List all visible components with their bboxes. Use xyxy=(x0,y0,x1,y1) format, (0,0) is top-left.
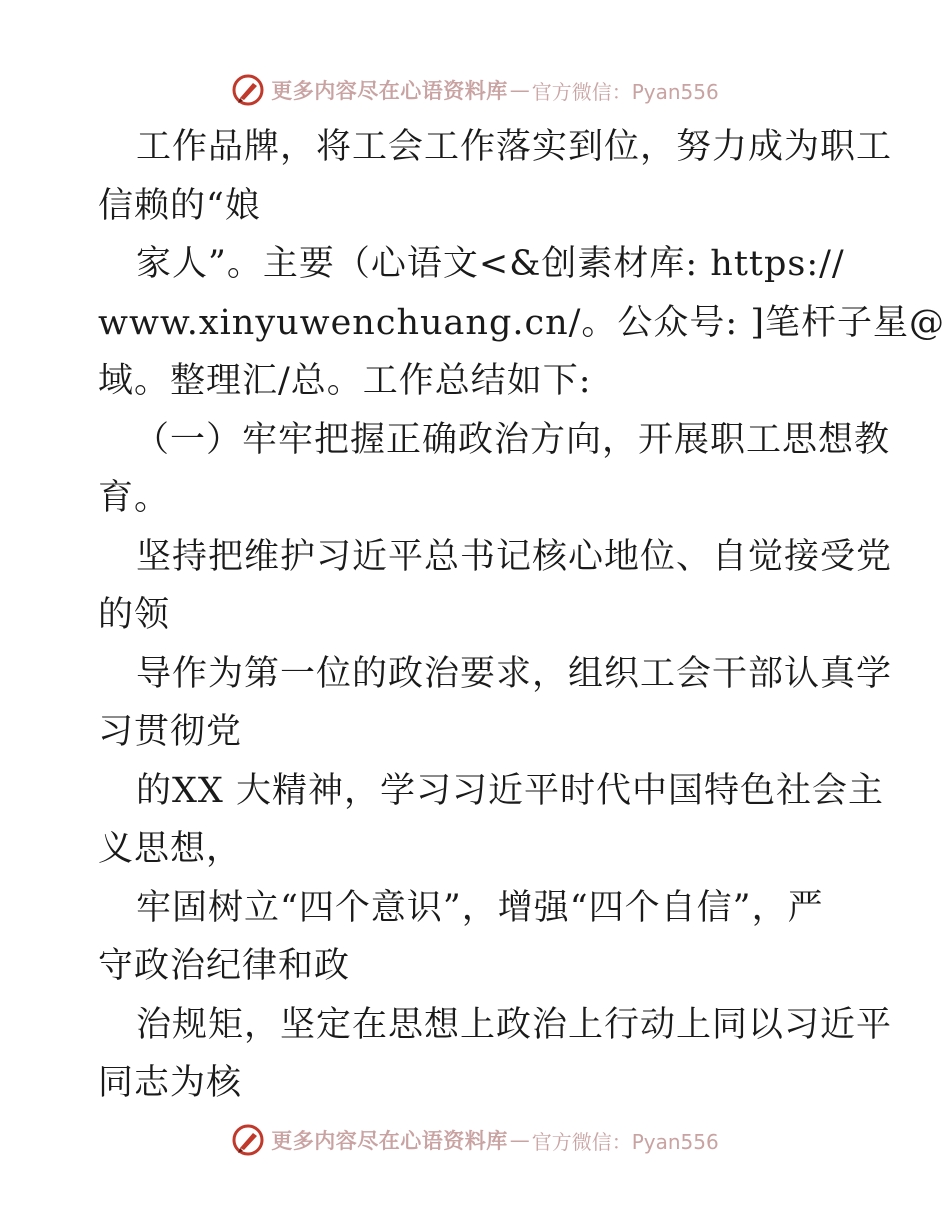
document-body xyxy=(98,118,945,1113)
paragraph-line: 牢固树立“四个意识”，增强“四个自信”，严 xyxy=(136,887,824,928)
section-heading-line: 育。 xyxy=(98,478,171,518)
paragraph-line: 习贯彻党 xyxy=(98,712,243,752)
paragraph-line: 信赖的“娘 xyxy=(98,185,261,226)
footer-banner xyxy=(0,1120,950,1160)
paragraph-line: 的XX 大精神，学习习近平时代中国特色社会主 xyxy=(136,770,884,811)
paragraph-line: 守政治纪律和政 xyxy=(98,946,351,986)
paragraph-line: 同志为核 xyxy=(98,1063,243,1103)
banner-wechat-text: 官方微信：Pyan556 xyxy=(531,79,719,104)
paragraph-line: 义思想， xyxy=(98,829,243,869)
paragraph-line: 工作品牌，将工会工作落实到位，努力成为职工 xyxy=(136,127,893,167)
header-banner xyxy=(0,70,950,110)
paragraph-line: 导作为第一位的政治要求，组织工会干部认真学 xyxy=(136,653,893,694)
pen-circle-logo-icon xyxy=(231,73,265,107)
paragraph-line: 治规矩，坚定在思想上政治上行动上同以习近平 xyxy=(136,1004,893,1045)
banner-dash: — xyxy=(509,78,530,102)
paragraph-line: www.xinyuwenchuang.cn/。公众号: ]笔杆子星@ xyxy=(98,302,945,343)
banner-dash: — xyxy=(509,1128,530,1152)
paragraph-line: 家人”。主要（心语文<&创素材库: https:// xyxy=(136,244,845,284)
paragraph-line: 域。整理汇/总。工作总结如下: xyxy=(98,361,592,401)
banner-brand-text: 更多内容尽在心语资料库 xyxy=(271,79,508,103)
paragraph-line: 坚持把维护习近平总书记核心地位、自觉接受党 xyxy=(136,536,893,577)
section-heading-line: （一）牢牢把握正确政治方向，开展职工思想教 xyxy=(134,419,891,460)
paragraph-line: 的领 xyxy=(98,595,171,635)
banner-brand-text: 更多内容尽在心语资料库 xyxy=(271,1129,508,1153)
pen-circle-logo-icon xyxy=(231,1123,265,1157)
banner-wechat-text: 官方微信：Pyan556 xyxy=(531,1129,719,1154)
